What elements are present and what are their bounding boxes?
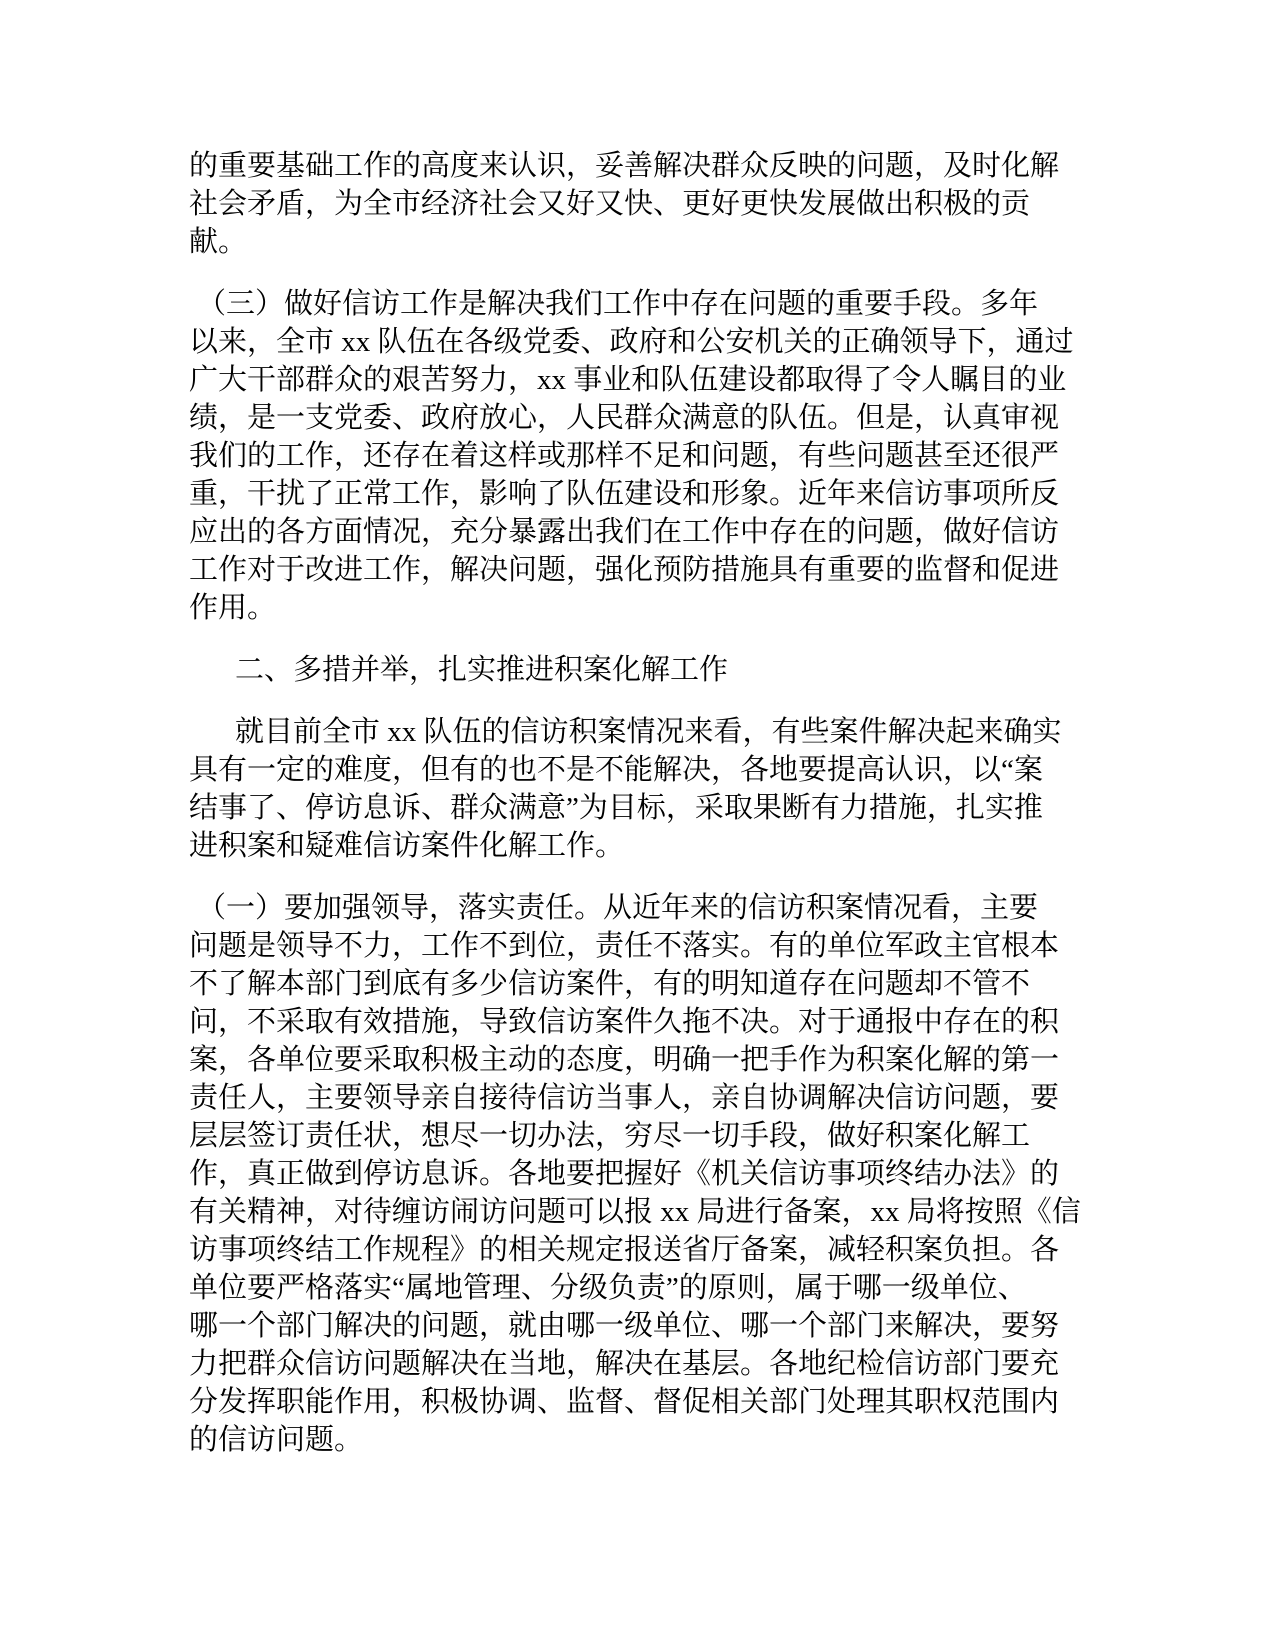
- paragraph: （一）要加强领导，落实责任。从近年来的信访积案情况看，主要 问题是领导不力，工作不到位，责任不落实。有的单位军政主官根本 不了解本部门到底有多少信访案件，有的明知道存在问题却不管不 问，不采取有效措施，导致信访案件久拖不决。对于通报中存在的积 案，各单位要采取积极主动的态度，明确一把手作为积案化解的第一 责任人，主要领导亲自接待信访当事人，亲自协调解决信访问题，要 层层签订责任状，想尽一切办法，穷尽一切手段，做好积案化解工 作，真正做到停访息诉。各地要把握好《机关信访事项终结办法》的 有关精神，对待缠访闹访问题可以报 xx 局进行备案，xx 局将按照《信 访事项终结工作规程》的相关规定报送省厅备案，减轻积案负担。各 单位要严格落实“属地管理、分级负责”的原则，属于哪一级单位、 哪一个部门解决的问题，就由哪一级单位、哪一个部门来解决，要努 力把群众信访问题解决在当地，解决在基层。各地纪检信访部门要充 分发挥职能作用，积极协调、监督、督促相关部门处理其职权范围内 的信访问题。: [189, 892, 1081, 1456]
- section-heading: 二、多措并举，扎实推进积案化解工作: [235, 654, 729, 686]
- paragraph: （三）做好信访工作是解决我们工作中存在问题的重要手段。多年 以来，全市 xx 队伍在各级党委、政府和公安机关的正确领导下，通过 广大干部群众的艰苦努力，xx 事业和队伍建设都取得了令人瞩目的业 绩，是一支党委、政府放心，人民群众满意的队伍。但是，认真审视 我们的工作，还存在着这样或那样不足和问题，有些问题甚至还很严 重，干扰了正常工作，影响了队伍建设和形象。近年来信访事项所反 应出的各方面情况，充分暴露出我们在工作中存在的问题，做好信访 工作对于改进工作，解决问题，强化预防措施具有重要的监督和促进 作用。: [189, 288, 1074, 624]
- paragraph: 的重要基础工作的高度来认识，妥善解决群众反映的问题，及时化解 社会矛盾，为全市经济社会又好又快、更好更快发展做出积极的贡 献。: [189, 150, 1060, 258]
- document-body: [189, 147, 1094, 1483]
- paragraph: 就目前全市 xx 队伍的信访积案情况来看，有些案件解决起来确实 具有一定的难度，但有的也不是不能解决，各地要提高认识，以“案 结事了、停访息诉、群众满意”为目标，采取果断有力措施，扎实推 进积案和疑难信访案件化解工作。: [189, 716, 1062, 862]
